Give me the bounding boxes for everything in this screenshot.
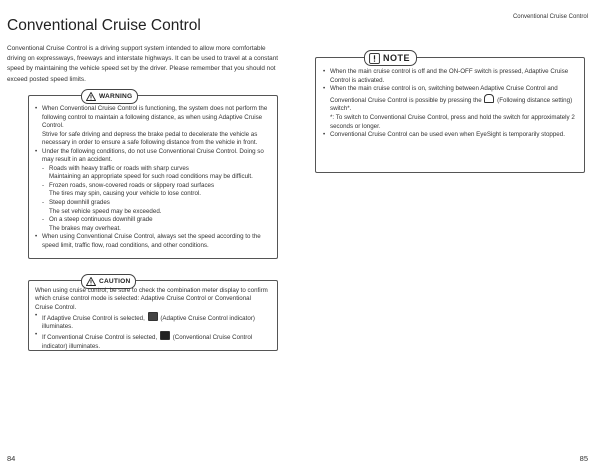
warning-bullet-1: • When Conventional Cruise Control is functioning, the system does not perform the following control to maintain a following distance, as when using Adaptive Cruise Control. xyxy=(35,105,269,131)
note-icon xyxy=(369,53,380,64)
note-bullet-2 xyxy=(323,85,578,114)
warning-condition-2-detail: The tires may spin, causing your vehicle to lose control. xyxy=(49,190,202,198)
warning-label: WARNING xyxy=(99,93,133,100)
intro-paragraph: Conventional Cruise Control is a driving support system intended to allow more comfortable driving on expressways, freeways and interstate highways. It can be used to travel at a constant speed by maintaining the vehicle speed set by the driver. Please remember that you should not exceed posted speed limits. xyxy=(7,45,279,83)
caution-bullet-1-pre: If Adaptive Cruise Control is selected, xyxy=(42,314,145,322)
right-page xyxy=(300,0,600,471)
note-footnote: *: To switch to Conventional Cruise Control, press and hold the switch for approximately 2 seconds or longer. xyxy=(330,113,575,130)
warning-condition-4: - On a steep continuous downhill grade xyxy=(42,216,153,224)
note-bullet-3: • Conventional Cruise Control can be used even when EyeSight is temporarily stopped. xyxy=(323,131,578,140)
warning-condition-2: - Frozen roads, snow-covered roads or slippery road surfaces xyxy=(42,181,215,189)
caution-bullet-2-pre: If Conventional Cruise Control is selected, xyxy=(42,334,158,342)
page-number-right: 85 xyxy=(579,454,588,463)
warning-condition-1-detail: Maintaining an appropriate speed for such road conditions may be difficult. xyxy=(49,173,253,181)
warning-box xyxy=(28,95,278,259)
warning-condition-3-text: Steep downhill grades xyxy=(49,199,110,207)
note-box xyxy=(315,53,585,173)
note-label: NOTE xyxy=(383,53,411,63)
note-bullet-1: • When the main cruise control is off and the ON-OFF switch is pressed, Adaptive Cruise Control is activated. xyxy=(323,68,578,85)
warning-bullet-2: • Under the following conditions, do not use Conventional Cruise Control. Doing so may result in an accident. xyxy=(35,148,269,165)
warning-condition-1: - Roads with heavy traffic or roads with sharp curves xyxy=(42,164,189,172)
warning-badge xyxy=(81,89,138,104)
caution-label: CAUTION xyxy=(99,278,131,285)
caution-bullet-2 xyxy=(35,331,269,351)
warning-condition-4-text: On a steep continuous downhill grade xyxy=(49,216,153,224)
running-header: Conventional Cruise Control xyxy=(512,14,588,20)
caution-paragraph: When using cruise control, be sure to check the combination meter display to confirm which cruise control mode is selected: Adaptive Cruise Control or Conventional Cruise Control. xyxy=(35,287,268,311)
caution-triangle-icon xyxy=(86,277,96,286)
caution-bullet-1-post: (Adaptive Cruise Control indicator) illuminates. xyxy=(42,314,255,331)
warning-body xyxy=(35,105,269,250)
warning-bullet-3: • When using Conventional Cruise Control, always set the speed according to the speed limit, traffic flow, road conditions, and other conditions. xyxy=(35,233,269,250)
note-body xyxy=(323,68,578,140)
page-title: Conventional Cruise Control xyxy=(7,17,201,34)
warning-condition-1-text: Roads with heavy traffic or roads with sharp curves xyxy=(49,164,189,172)
page-number-left: 84 xyxy=(7,454,16,463)
warning-condition-3: - Steep downhill grades xyxy=(42,199,110,207)
note-bullet-2-post: (Following distance setting) switch*. xyxy=(330,96,573,113)
warning-condition-2-text: Frozen roads, snow-covered roads or slippery road surfaces xyxy=(49,181,215,189)
warning-condition-3-detail: The set vehicle speed may be exceeded. xyxy=(49,207,162,215)
warning-condition-4-detail: The brakes may overheat. xyxy=(49,224,121,232)
adaptive-cruise-indicator-icon xyxy=(148,312,158,321)
caution-bullet-2-post: (Conventional Cruise Control indicator) illuminates. xyxy=(42,334,253,350)
warning-bullet-1-continued: Strive for safe driving and depress the brake pedal to decelerate the vehicle as necessary in order to ensure a safe following distance from the vehicle in front. xyxy=(42,130,258,147)
following-distance-switch-icon xyxy=(484,94,494,103)
conventional-cruise-indicator-icon xyxy=(160,331,170,340)
caution-bullet-1 xyxy=(35,312,269,332)
warning-triangle-icon xyxy=(86,92,96,101)
caution-box xyxy=(28,280,278,351)
note-badge xyxy=(364,50,417,66)
caution-body xyxy=(35,287,269,351)
note-bullet-2-pre: When the main cruise control is on, switching between Adaptive Cruise Control and Conventional Cruise Control is possible by pressing the xyxy=(330,85,558,104)
